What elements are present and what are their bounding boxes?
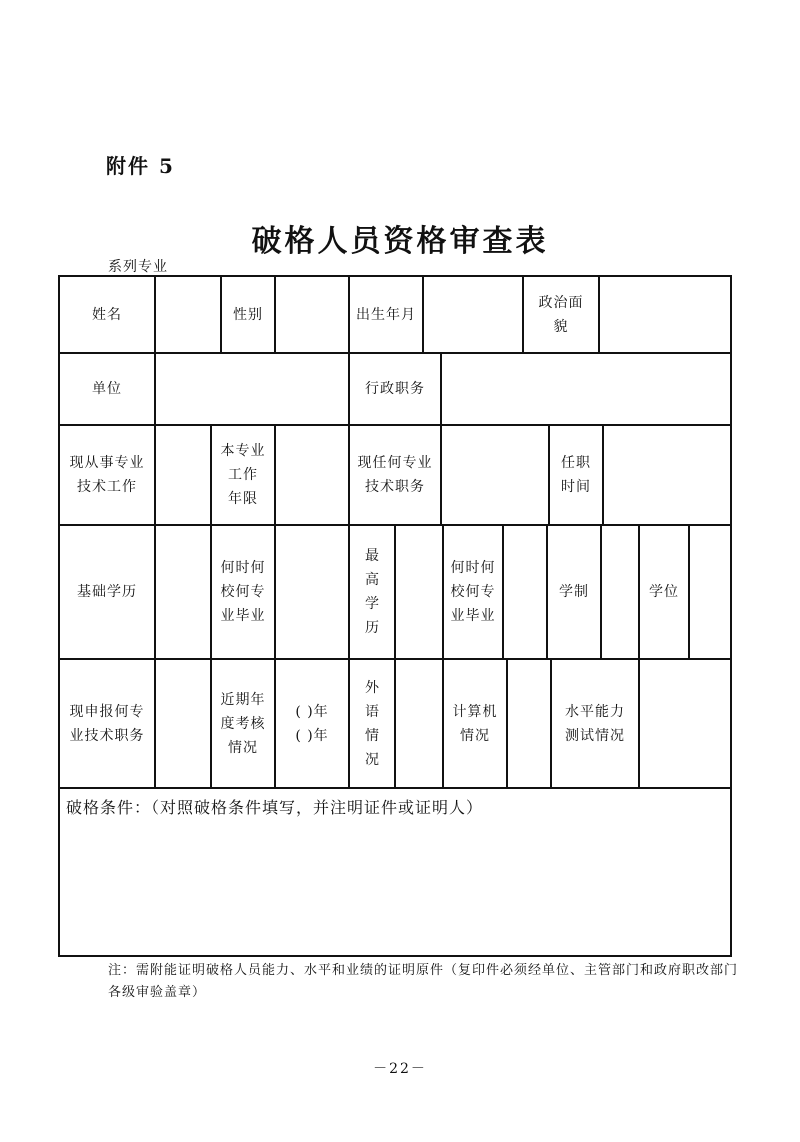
label-study-length: 学制 xyxy=(559,584,589,600)
input-apply-title[interactable] xyxy=(156,660,210,787)
input-graduation-1[interactable] xyxy=(276,526,348,658)
label-current-work: 现从事专业 技术工作 xyxy=(69,455,145,495)
input-current-work[interactable] xyxy=(156,426,210,524)
label-foreign-language: 外 语 情 况 xyxy=(365,679,379,768)
conditions-area[interactable] xyxy=(60,789,730,955)
input-study-length[interactable] xyxy=(602,526,638,658)
label-apply-title: 现申报何专 业技术职务 xyxy=(69,703,145,744)
input-foreign-language[interactable] xyxy=(396,660,442,787)
input-ability-test[interactable] xyxy=(640,660,730,787)
conditions-label: 破格条件：（对照破格条件填写，并注明证件或证明人） xyxy=(66,798,484,817)
review-form-table xyxy=(58,275,732,957)
label-admin-post: 行政职务 xyxy=(365,381,425,397)
label-degree: 学位 xyxy=(649,584,679,600)
input-basic-education[interactable] xyxy=(156,526,210,658)
input-name[interactable] xyxy=(156,277,220,352)
label-computer-skill: 计算机 情况 xyxy=(452,703,498,744)
form-title: 破格人员资格审查表 xyxy=(251,224,549,259)
attachment-label: 附件 5 xyxy=(106,154,175,178)
footnote: 注：需附能证明破格人员能力、水平和业绩的证明原件（复印件必须经单位、主管部门和政府职改部门各级审验盖章） xyxy=(108,963,739,1000)
input-gender[interactable] xyxy=(276,277,348,352)
label-current-title: 现任何专业 技术职务 xyxy=(357,455,433,495)
label-basic-education: 基础学历 xyxy=(77,584,137,600)
input-unit[interactable] xyxy=(156,354,348,424)
input-admin-post[interactable] xyxy=(442,354,730,424)
label-political-status: 政治面 貌 xyxy=(538,294,584,335)
label-graduation-1: 何时何 校何专 业毕业 xyxy=(220,560,266,624)
input-political-status[interactable] xyxy=(600,277,730,352)
input-work-years[interactable] xyxy=(276,426,348,524)
label-birth-date: 出生年月 xyxy=(356,306,416,323)
input-highest-education[interactable] xyxy=(396,526,442,658)
label-annual-assessment: 近期年 度考核 情况 xyxy=(220,691,266,756)
label-work-years: 本专业 工作 年限 xyxy=(220,443,266,507)
label-highest-education: 最 高 学 历 xyxy=(365,548,379,636)
input-graduation-2[interactable] xyxy=(504,526,546,658)
label-gender: 性别 xyxy=(233,306,263,323)
label-appoint-time: 任职 时间 xyxy=(561,455,591,495)
dept-label: 系列专业 xyxy=(108,259,168,275)
label-ability-test: 水平能力 测试情况 xyxy=(565,703,625,744)
page-number: －22－ xyxy=(373,1061,427,1077)
label-name: 姓名 xyxy=(92,306,122,323)
input-computer-skill[interactable] xyxy=(508,660,550,787)
input-appoint-time[interactable] xyxy=(604,426,730,524)
label-unit: 单位 xyxy=(92,381,122,397)
input-birth-date[interactable] xyxy=(424,277,522,352)
input-degree[interactable] xyxy=(690,526,730,658)
input-current-title[interactable] xyxy=(442,426,548,524)
label-graduation-2: 何时何 校何专 业毕业 xyxy=(450,560,496,624)
input-assessment-years[interactable]: ( )年 ( )年 xyxy=(295,703,329,744)
